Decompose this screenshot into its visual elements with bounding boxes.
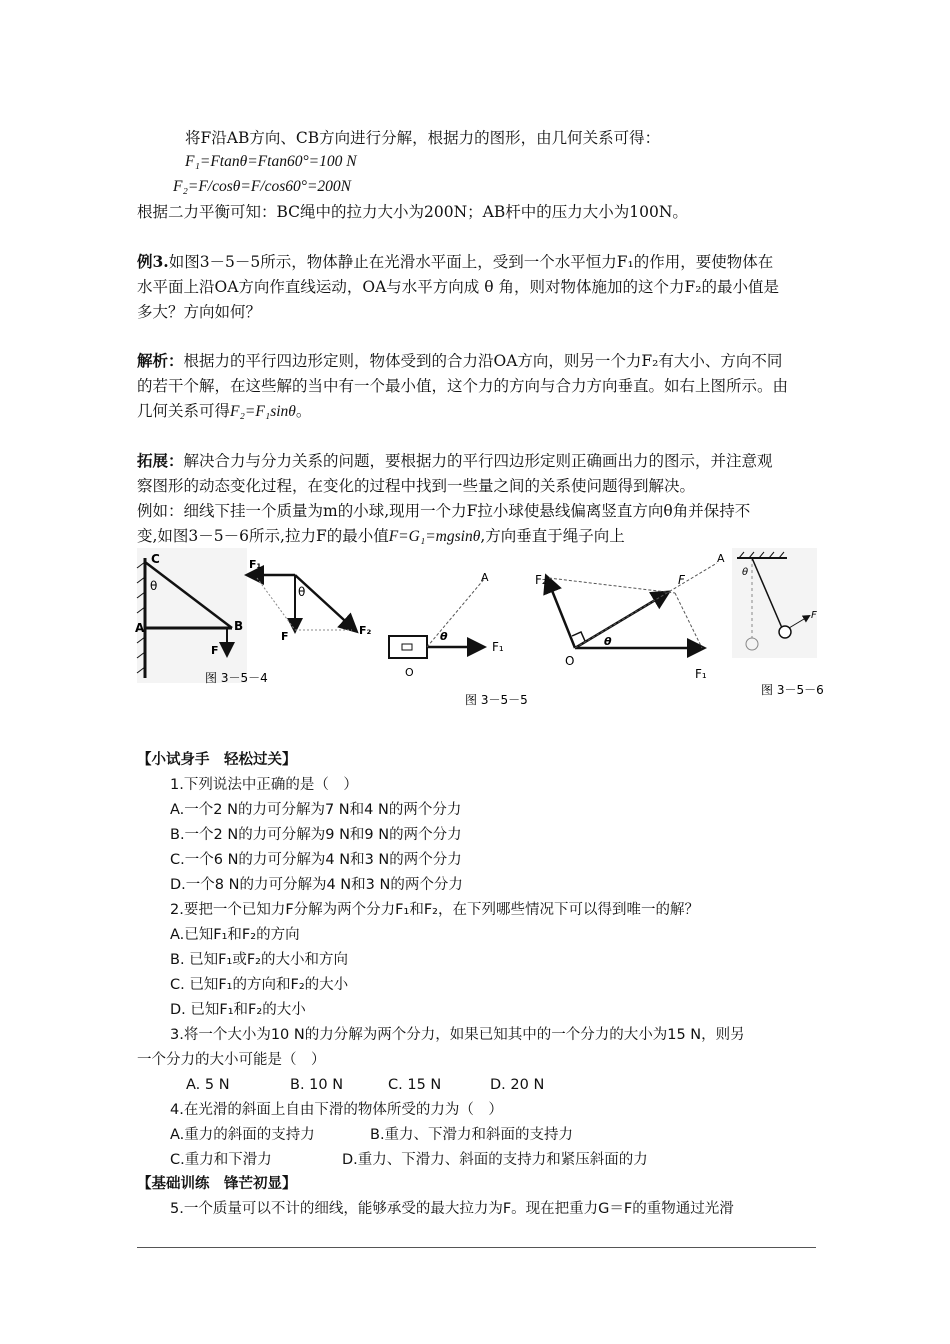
- figure-3-5-5-parallelogram: [465, 552, 725, 707]
- question-2-stem: 2.要把一个已知力F分解为两个分力F₁和F₂，在下列哪些情况下可以得到唯一的解？: [170, 902, 699, 918]
- fig4-label-b: B: [234, 619, 244, 633]
- fig4-label-f-2: F: [281, 630, 289, 643]
- question-3-stem-2: 一个分力的大小可能是（ ）: [137, 1052, 326, 1068]
- fig6-label-theta: θ: [742, 567, 749, 578]
- force-f2-arrow: [295, 575, 355, 630]
- formula-f1: F₁=Ftanθ=Ftan60°=100 N: [185, 153, 357, 170]
- fig4-label-c: C: [151, 552, 160, 566]
- question-4-option-b: B.重力、下滑力和斜面的支持力: [370, 1127, 574, 1143]
- extension-line-3: 例如：细线下挂一个质量为m的小球,现用一个力F拉小球使悬线偏离竖直方向θ角并保持不: [137, 502, 751, 520]
- footer-rule: [137, 1247, 816, 1248]
- analysis-line-1: 解析：根据力的平行四边形定则，物体受到的合力沿OA方向，则另一个力F₂有大小、方向不同: [137, 351, 783, 370]
- example-3-line-2: 水平面上沿OA方向作直线运动，OA与水平方向成 θ 角，则对物体施加的这个力F₂的最小值是: [137, 278, 779, 296]
- fig6-caption: 图 3－5－6: [761, 683, 824, 697]
- extension-line-4: 变,如图3－5－6所示,拉力F的最小值F=G₁=mgsinθ,方向垂直于绳子向上: [137, 527, 625, 545]
- question-1-option-d: D.一个8 N的力可分解为4 N和3 N的两个分力: [170, 877, 463, 893]
- figure-3-5-5-block: [389, 571, 504, 679]
- question-3-option-a: A. 5 N: [186, 1077, 230, 1093]
- section-title-2: 【基础训练 锋芒初显】: [137, 1176, 297, 1192]
- extension-label: 拓展：: [137, 451, 184, 470]
- question-5-stem: 5.一个质量可以不计的细线，能够承受的最大拉力为F。现在把重力G＝F的重物通过光滑: [170, 1201, 734, 1217]
- question-4-option-a: A.重力的斜面的支持力: [170, 1127, 315, 1143]
- analysis-label: 解析：: [137, 351, 184, 370]
- extension-line-1: 拓展：解决合力与分力关系的问题，要根据力的平行四边形定则正确画出力的图示，并注意观: [137, 451, 773, 470]
- example-3-label: 例3.: [137, 252, 169, 271]
- fig4-label-a: A: [135, 621, 145, 635]
- analysis-line-3: 几何关系可得F₂=F₁sinθ。: [137, 402, 312, 420]
- question-3-stem-1: 3.将一个大小为10 N的力分解为两个分力，如果已知其中的一个分力的大小为15 N，则另: [170, 1027, 745, 1043]
- question-3-option-b: B. 10 N: [290, 1077, 344, 1093]
- question-1-stem: 1.下列说法中正确的是（ ）: [170, 777, 358, 793]
- question-1-option-c: C.一个6 N的力可分解为4 N和3 N的两个分力: [170, 852, 462, 868]
- question-3-options: [186, 1073, 866, 1097]
- fig5-label-theta: θ: [440, 630, 448, 643]
- figure-3-5-4: [135, 548, 247, 683]
- fig4-label-theta-2: θ: [298, 585, 306, 599]
- fig4-caption: 图 3－5－4: [205, 671, 268, 685]
- question-2-option-b: B. 已知F₁或F₂的大小和方向: [170, 952, 348, 968]
- fig5-label-f: F: [678, 573, 685, 587]
- fig4-label-theta: θ: [150, 579, 158, 593]
- analysis-formula: F₂=F₁sinθ: [230, 403, 296, 420]
- solution-conclusion: 根据二力平衡可知：BC绳中的拉力大小为200N；AB杆中的压力大小为100N。: [137, 203, 688, 221]
- analysis-line-2: 的若干个解，在这些解的当中有一个最小值，这个力的方向与合力方向垂直。如右上图所示。由: [137, 377, 789, 395]
- question-4-options-row-2: [170, 1148, 850, 1172]
- extension-line-2: 察图形的动态变化过程，在变化的过程中找到一些量之间的关系使问题得到解决。: [137, 477, 696, 495]
- question-2-option-a: A.已知F₁和F₂的方向: [170, 927, 300, 943]
- question-1-option-b: B.一个2 N的力可分解为9 N和9 N的两个分力: [170, 827, 462, 843]
- formula-f2: F₂=F/cosθ=F/cos60°=200N: [173, 178, 352, 195]
- figure-3-5-6: [732, 548, 824, 697]
- question-4-options-row-1: [170, 1123, 850, 1147]
- figures-strip: [137, 548, 837, 718]
- fig5-label-a: A: [481, 571, 489, 584]
- fig5-label-o: O: [405, 666, 414, 679]
- question-3-option-d: D. 20 N: [490, 1077, 545, 1093]
- fig5-label-f1: F₁: [492, 640, 504, 654]
- fig5-label-f2: F₂: [535, 573, 547, 587]
- fig4-label-f1: F₁: [249, 558, 262, 571]
- extension-formula: F=G₁=mgsinθ: [388, 528, 481, 545]
- example-3-line-1: 例3.如图3－5－5所示，物体静止在光滑水平面上，受到一个水平恒力F₁的作用，要使物体在: [137, 252, 774, 271]
- question-2-option-c: C. 已知F₁的方向和F₂的大小: [170, 977, 349, 993]
- example-3-line-3: 多大？方向如何？: [137, 303, 262, 321]
- fig5-label-o-2: O: [565, 654, 575, 668]
- question-4-option-c: C.重力和下滑力: [170, 1152, 272, 1168]
- fig5-label-f1-2: F₁: [695, 667, 707, 681]
- force-f2-arrow-2: [547, 578, 575, 648]
- fig5-label-a-2: A: [717, 552, 725, 565]
- question-3-option-c: C. 15 N: [388, 1077, 442, 1093]
- question-4-option-d: D.重力、下滑力、斜面的支持力和紧压斜面的力: [342, 1152, 648, 1168]
- section-title-1: 【小试身手 轻松过关】: [137, 752, 297, 768]
- fig5-caption: 图 3－5－5: [465, 693, 528, 707]
- fig6-label-f: F: [811, 610, 817, 621]
- fig4-label-f: F: [211, 644, 219, 657]
- solution-line-1: 将F沿AB方向、CB方向进行分解，根据力的图形，由几何关系可得：: [185, 129, 661, 147]
- question-2-option-d: D. 已知F₁和F₂的大小: [170, 1002, 306, 1018]
- question-1-option-a: A.一个2 N的力可分解为7 N和4 N的两个分力: [170, 802, 462, 818]
- fig4-label-f2: F₂: [359, 624, 372, 637]
- question-4-stem: 4.在光滑的斜面上自由下滑的物体所受的力为（ ）: [170, 1102, 503, 1118]
- fig5-label-theta-2: θ: [604, 635, 612, 648]
